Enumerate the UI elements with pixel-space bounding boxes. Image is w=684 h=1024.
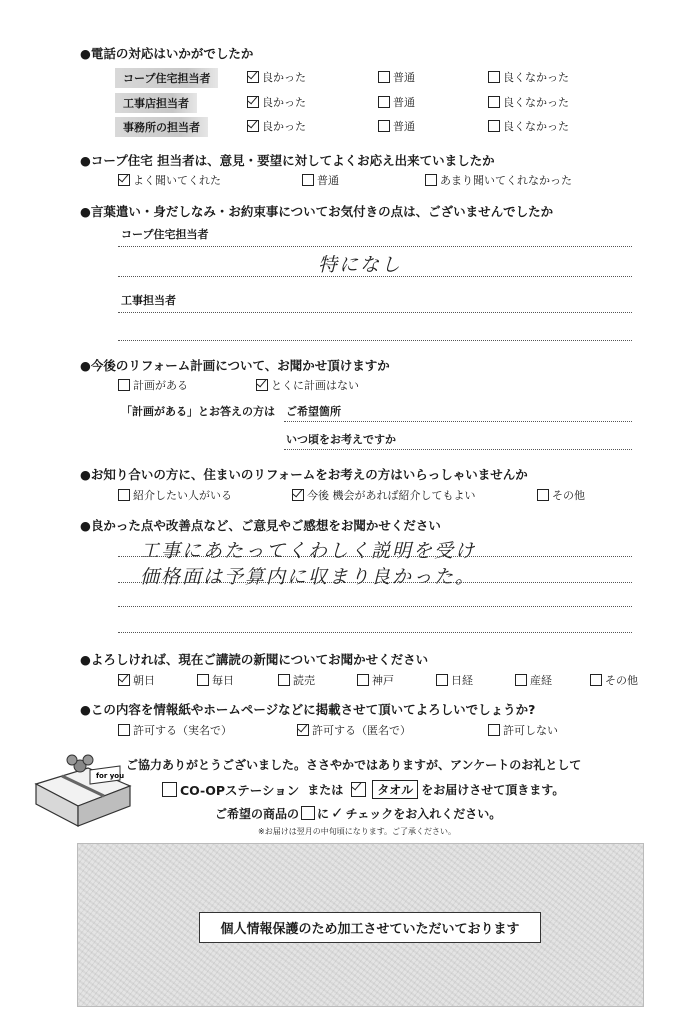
q7-opt-yomiuri[interactable]: 読売 — [278, 672, 315, 688]
divider — [118, 340, 632, 341]
checkbox-icon[interactable] — [378, 96, 390, 108]
q1-row1-label: コープ住宅担当者 — [115, 68, 218, 88]
q4-followup-prefix: 「計画がある」とお答えの方は — [121, 405, 275, 418]
q7-title: ●よろしければ、現在ご講読の新聞についてお聞かせください — [80, 652, 429, 667]
q8-opt-realname[interactable]: 許可する（実名で） — [118, 722, 232, 738]
q6-title: ●良かった点や改善点など、ご意見やご感想をお聞かせください — [80, 518, 441, 533]
divider — [118, 606, 632, 607]
checkbox-icon[interactable] — [378, 71, 390, 83]
q1-row2-normal[interactable]: 普通 — [378, 94, 415, 110]
divider — [118, 556, 632, 557]
checkbox-icon[interactable] — [197, 674, 209, 686]
divider — [118, 632, 632, 633]
q4-followup-when: いつ頃をお考えですか — [286, 433, 396, 446]
divider — [118, 582, 632, 583]
checkbox-icon[interactable] — [425, 174, 437, 186]
checkbox-icon[interactable] — [357, 674, 369, 686]
q1-row3-good[interactable]: 良かった — [247, 118, 306, 134]
q2-opt-normal[interactable]: 普通 — [302, 172, 339, 188]
q7-opt-kobe[interactable]: 神戸 — [357, 672, 394, 688]
checkbox-icon[interactable] — [118, 489, 130, 501]
q3-contractor-label: 工事担当者 — [121, 294, 176, 307]
redacted-area — [77, 843, 644, 1007]
q4-title: ●今後のリフォーム計画について、お聞かせ頂けますか — [80, 358, 390, 373]
q1-row1-good[interactable]: 良かった — [247, 69, 306, 85]
checkbox-icon[interactable] — [436, 674, 448, 686]
checkbox-icon[interactable] — [515, 674, 527, 686]
privacy-notice: 個人情報保護のため加工させていただいております — [199, 912, 541, 943]
checkbox-icon[interactable] — [302, 174, 314, 186]
q1-row2-good[interactable]: 良かった — [247, 94, 306, 110]
q1-row2-label: 工事店担当者 — [115, 93, 197, 113]
sample-checkbox-icon — [301, 806, 315, 820]
towel-checkbox[interactable] — [351, 782, 366, 797]
q5-opt-introduce[interactable]: 紹介したい人がいる — [118, 487, 232, 503]
thanks-line1: ご協力ありがとうございました。ささやかではありますが、アンケートのお礼として — [126, 758, 582, 772]
checkbox-icon[interactable] — [118, 379, 130, 391]
q1-row3-label: 事務所の担当者 — [115, 117, 208, 137]
divider — [284, 449, 632, 450]
q1-row1-bad[interactable]: 良くなかった — [488, 69, 569, 85]
q1-row3-normal[interactable]: 普通 — [378, 118, 415, 134]
q2-title: ●コープ住宅 担当者は、意見・要望に対してよくお応え出来ていましたか — [80, 153, 495, 168]
checkbox-icon[interactable] — [297, 724, 309, 736]
divider — [118, 246, 632, 247]
checkbox-icon[interactable] — [590, 674, 602, 686]
q2-opt-not[interactable]: あまり聞いてくれなかった — [425, 172, 572, 188]
coop-station-checkbox[interactable] — [162, 782, 177, 797]
q4-opt-plan[interactable]: 計画がある — [118, 377, 188, 393]
q5-opt-other[interactable]: その他 — [537, 487, 585, 503]
q7-opt-nikkei[interactable]: 日経 — [436, 672, 473, 688]
q7-opt-sankei[interactable]: 産経 — [515, 672, 552, 688]
q3-coop-answer: 特になし — [318, 254, 403, 276]
delivery-note: ※お届けは翌月の中旬頃になります。ご了承ください。 — [258, 827, 457, 836]
q7-opt-asahi[interactable]: 朝日 — [118, 672, 155, 688]
q8-title: ●この内容を情報紙やホームページなどに掲載させて頂いてよろしいでしょうか? — [80, 702, 536, 717]
thanks-line3: ご希望の商品の に ✓ チェックをお入れください。 — [215, 804, 502, 822]
checkbox-icon[interactable] — [118, 674, 130, 686]
q5-title: ●お知り合いの方に、住まいのリフォームをお考えの方はいらっしゃいませんか — [80, 467, 528, 482]
q6-answer-line1: 工事にあたってくわしく説明を受け — [140, 540, 477, 562]
gift-box-icon — [28, 744, 138, 832]
checkbox-icon[interactable] — [488, 96, 500, 108]
q8-opt-anonymous[interactable]: 許可する（匿名で） — [297, 722, 411, 738]
q4-followup-place: ご希望箇所 — [286, 405, 341, 418]
checkbox-icon[interactable] — [247, 96, 259, 108]
q1-row3-bad[interactable]: 良くなかった — [488, 118, 569, 134]
checkbox-icon[interactable] — [118, 724, 130, 736]
gift-tag-text: for you — [96, 772, 125, 780]
q1-row1-normal[interactable]: 普通 — [378, 69, 415, 85]
q6-answer-line2: 価格面は予算内に収まり良かった。 — [140, 566, 477, 588]
q4-opt-noplan[interactable]: とくに計画はない — [256, 377, 359, 393]
q8-opt-deny[interactable]: 許可しない — [488, 722, 558, 738]
checkbox-icon[interactable] — [118, 174, 130, 186]
checkbox-icon[interactable] — [537, 489, 549, 501]
checkbox-icon[interactable] — [488, 120, 500, 132]
divider — [118, 312, 632, 313]
q1-row2-bad[interactable]: 良くなかった — [488, 94, 569, 110]
checkbox-icon[interactable] — [378, 120, 390, 132]
checkbox-icon[interactable] — [488, 724, 500, 736]
checkbox-icon[interactable] — [278, 674, 290, 686]
q2-opt-listened[interactable]: よく聞いてくれた — [118, 172, 221, 188]
divider — [284, 421, 632, 422]
q5-opt-maybe[interactable]: 今後 機会があれば紹介してもよい — [292, 487, 476, 503]
checkbox-icon[interactable] — [247, 120, 259, 132]
q3-coop-label: コープ住宅担当者 — [121, 228, 209, 241]
checkbox-icon[interactable] — [247, 71, 259, 83]
q1-title: ●電話の対応はいかがでしたか — [80, 46, 254, 61]
checkbox-icon[interactable] — [292, 489, 304, 501]
checkmark-icon: ✓ — [331, 804, 344, 822]
q3-title: ●言葉遣い・身だしなみ・お約束事についてお気付きの点は、ございませんでしたか — [80, 204, 554, 219]
checkbox-icon[interactable] — [488, 71, 500, 83]
q7-opt-mainichi[interactable]: 毎日 — [197, 672, 234, 688]
divider — [118, 276, 632, 277]
q7-opt-other[interactable]: その他 — [590, 672, 638, 688]
thanks-line2: CO-OPステーション または タオル をお届けさせて頂きます。 — [162, 780, 564, 799]
checkbox-icon[interactable] — [256, 379, 268, 391]
